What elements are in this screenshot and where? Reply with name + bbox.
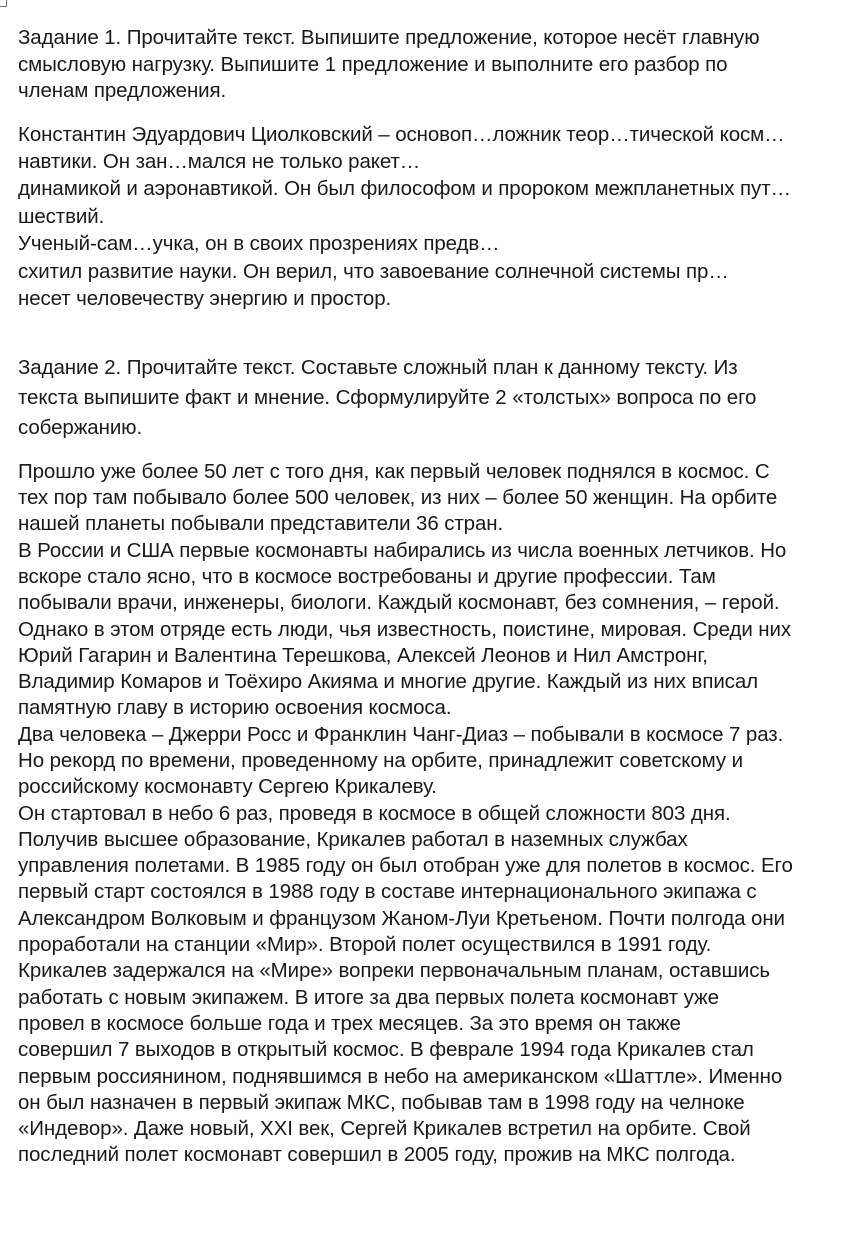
task-2-line: текста выпишите факт и мнение. Сформулируйте 2 «толстых» вопроса по его xyxy=(18,386,757,410)
passage-2-line: Получив высшее образование, Крикалев работал в наземных службах xyxy=(18,827,688,851)
passage-1-line: несет человечеству энергию и простор. xyxy=(18,286,392,310)
passage-2-line: тех пор там побывало более 500 человек, из них – более 50 женщин. На орбите xyxy=(18,486,778,510)
passage-2-line: нашей планеты побывали представители 36 стран. xyxy=(18,512,504,536)
passage-2-line: он был назначен в первый экипаж МКС, побывав там в 1998 году на челноке xyxy=(18,1090,745,1114)
task-1-line: смысловую нагрузку. Выпишите 1 предложение и выполните его разбор по xyxy=(18,52,728,76)
passage-1-line: навтики. Он зан…мался не только ракет… xyxy=(18,149,421,173)
page-corner-mark xyxy=(0,0,7,7)
passage-2-line: управления полетами. В 1985 году он был отобран уже для полетов в космос. Его xyxy=(18,854,793,878)
passage-1-line: Константин Эдуардович Циолковский – основоп…ложник теор…тической косм… xyxy=(18,122,785,146)
passage-2-line: Но рекорд по времени, проведенному на орбите, принадлежит советскому и xyxy=(18,749,744,772)
passage-2-line: первым россиянином, поднявшимся в небо на американском «Шаттле». Именно xyxy=(18,1064,783,1088)
passage-2-line: Однако в этом отряде есть люди, чья известность, поистине, мировая. Среди них xyxy=(18,617,791,641)
passage-1-tsiolkovsky xyxy=(18,121,864,313)
passage-2-cosmonauts xyxy=(18,459,864,1169)
passage-2-line: совершил 7 выходов в открытый космос. В феврале 1994 года Крикалев стал xyxy=(18,1038,754,1062)
passage-2-line: побывали врачи, инженеры, биологи. Каждый космонавт, без сомнения, – герой. xyxy=(18,591,780,615)
passage-1-line: шествий. xyxy=(18,204,105,228)
passage-2-line: первый старт состоялся в 1988 году в составе интернационального экипажа с xyxy=(18,880,757,904)
passage-1-line: Ученый-сам…учка, он в своих прозрениях предв… xyxy=(18,232,500,256)
task-1-line: членам предложения. xyxy=(18,79,227,102)
passage-2-line: Он стартовал в небо 6 раз, проведя в космосе в общей сложности 803 дня. xyxy=(18,801,731,825)
passage-2-line: Прошло уже более 50 лет с того дня, как первый человек поднялся в космос. С xyxy=(18,459,770,483)
passage-1-line: схитил развитие науки. Он верил, что завоевание солнечной системы пр… xyxy=(18,259,729,283)
passage-1-line: динамикой и аэронавтикой. Он был философом и пророком межпланетных пут… xyxy=(18,177,791,201)
passage-2-line: провел в космосе больше года и трех месяцев. За это время он также xyxy=(18,1011,681,1035)
passage-2-line: последний полет космонавт совершил в 2005 году, прожив на МКС полгода. xyxy=(18,1143,736,1167)
passage-2-line: Юрий Гагарин и Валентина Терешкова, Алексей Леонов и Нил Амстронг, xyxy=(18,643,708,667)
passage-2-line: работать с новым экипажем. В итоге за два первых полета космонавт уже xyxy=(18,985,719,1009)
document-body xyxy=(18,0,864,1169)
passage-2-line: Крикалев задержался на «Мире» вопреки первоначальным планам, оставшись xyxy=(18,959,770,983)
passage-2-line: Владимир Комаров и Тоёхиро Акияма и многие другие. Каждый из них вписал xyxy=(18,670,758,694)
passage-2-line: проработали на станции «Мир». Второй полет осуществился в 1991 году. xyxy=(18,933,712,957)
passage-2-line: «Индевор». Даже новый, XXI век, Сергей Крикалев встретил на орбите. Свой xyxy=(18,1117,751,1141)
passage-2-line: В России и США первые космонавты набирались из числа военных летчиков. Но xyxy=(18,538,787,562)
task-2-instructions xyxy=(18,353,864,442)
task-1-line: Задание 1. Прочитайте текст. Выпишите предложение, которое несёт главную xyxy=(18,26,760,49)
passage-2-line: Два человека – Джерри Росс и Франклин Чанг-Диаз – побывали в космосе 7 раз. xyxy=(18,722,784,746)
task-2-line: собержанию. xyxy=(18,415,143,439)
task-1-instructions xyxy=(18,25,864,105)
passage-2-line: российскому космонавту Сергею Крикалеву. xyxy=(18,775,437,799)
passage-2-line: памятную главу в историю освоения космоса. xyxy=(18,696,452,720)
passage-2-line: вскоре стало ясно, что в космосе востребованы и другие профессии. Там xyxy=(18,564,716,588)
passage-2-line: Александром Волковым и французом Жаном-Луи Кретьеном. Почти полгода они xyxy=(18,906,785,930)
task-2-line: Задание 2. Прочитайте текст. Составьте сложный план к данному тексту. Из xyxy=(18,356,738,380)
